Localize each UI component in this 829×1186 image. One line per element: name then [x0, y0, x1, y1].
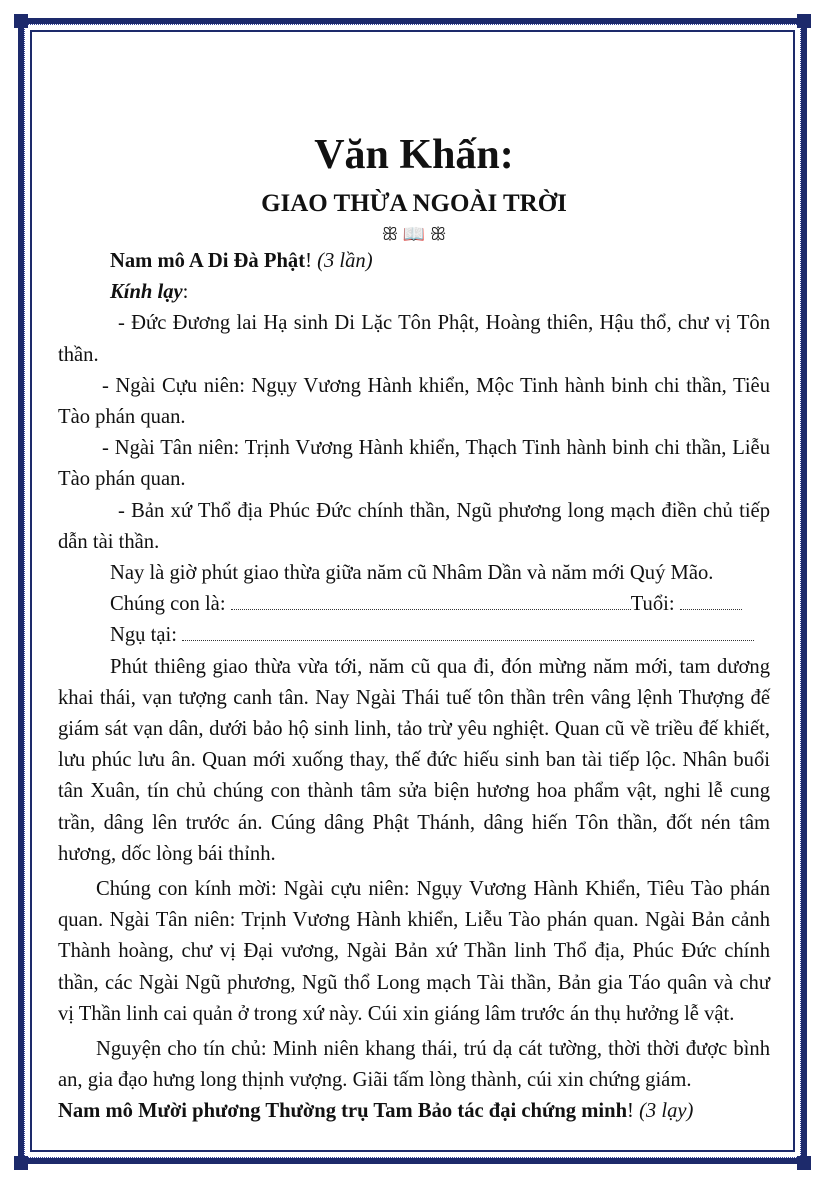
opening-line	[58, 246, 770, 277]
frame-corner	[797, 1156, 811, 1170]
greeting-colon: :	[182, 281, 189, 304]
age-label: Tuổi:	[630, 593, 675, 616]
book-ornament-icon: ꕥ 📖 ꕥ	[381, 224, 447, 244]
page-title: Văn Khấn:	[314, 132, 514, 178]
frame-corner	[797, 14, 811, 28]
name-blank	[231, 591, 631, 610]
opening-times: (3 lần)	[317, 250, 373, 272]
address-label: Ngụ tại:	[110, 624, 177, 647]
name-field-line	[58, 589, 770, 620]
address-blank	[182, 622, 754, 641]
invocation-4: - Bản xứ Thổ địa Phúc Đức chính thần, Ngũ phương long mạch điền chủ tiếp dẫn tài thần.	[58, 499, 770, 553]
frame-corner	[14, 1156, 28, 1170]
paragraph-1: Phút thiêng giao thừa vừa tới, năm cũ qua đi, đón mừng năm mới, tam dương khai thái, vạn tượng canh tân. Nay Ngài Thái tuế tôn thần trên vâng lệnh Thượng đế giám sát vạn dân, dưới bảo hộ sinh linh, tảo trừ yêu nghiệt. Quan cũ về triều đế khiết, lưu phúc lưu ân. Quan mới xuống thay, thế đức hiếu sinh ban tài tiếp lộc. Nhân buổi tân Xuân, tín chủ chúng con thành tâm sửa biện hương hoa phẩm vật, nghi lễ cung trần, dâng lên trước án. Cúng dâng Phật Thánh, dâng hiến Tôn thần, đốt nén tâm hương, dốc lòng bái thỉnh.	[58, 655, 770, 865]
address-field-line	[58, 620, 770, 651]
paragraph-3: Nguyện cho tín chủ: Minh niên khang thái, trú dạ cát tường, thời thời được bình an, gia đạo hưng long thịnh vượng. Giãi tấm lòng thành, cúi xin chứng giám.	[58, 1038, 770, 1092]
invocation-2: - Ngài Cựu niên: Ngụy Vương Hành khiển, Mộc Tinh hành binh chi thần, Tiêu Tào phán quan.	[58, 374, 770, 429]
closing-suffix: !	[627, 1100, 640, 1123]
document-body	[58, 130, 770, 1128]
greeting-text: Kính lạy	[110, 281, 183, 304]
name-label: Chúng con là:	[110, 593, 226, 616]
closing-times: (3 lạy)	[639, 1100, 694, 1123]
closing-text: Nam mô Mười phương Thường trụ Tam Bảo tác đại chứng minh	[58, 1100, 628, 1123]
closing-line	[58, 1096, 770, 1127]
paragraph-2: Chúng con kính mời: Ngài cựu niên: Ngụy Vương Hành Khiển, Tiêu Tào phán quan. Ngài Tân niên: Trịnh Vương Hành khiển, Liễu Tào phán quan. Ngài Bản cảnh Thành hoàng, chư vị Đại vương, Ngài Bản xứ Thần linh Thổ địa, Phúc Đức chính thần, các Ngài Ngũ phương, Ngũ thổ Long mạch Tài thần, Bản gia Táo quân và chư vị Thần linh cai quản ở trong xứ này. Cúi xin giáng lâm trước án thụ hưởng lễ vật.	[58, 878, 770, 1025]
invocation-1: - Đức Đương lai Hạ sinh Di Lặc Tôn Phật, Hoàng thiên, Hậu thổ, chư vị Tôn thần.	[58, 312, 770, 366]
opening-text: Nam mô A Di Đà Phật	[110, 250, 306, 272]
opening-suffix: !	[305, 250, 318, 272]
invocation-3: - Ngài Tân niên: Trịnh Vương Hành khiển, Thạch Tinh hành binh chi thần, Liễu Tào phán quan.	[58, 437, 770, 491]
age-blank	[680, 591, 742, 610]
greeting-line	[58, 277, 770, 308]
now-line: Nay là giờ phút giao thừa giữa năm cũ Nhâm Dần và năm mới Quý Mão.	[110, 562, 714, 585]
page-subtitle: GIAO THỪA NGOÀI TRỜI	[261, 190, 567, 217]
frame-corner	[14, 14, 28, 28]
